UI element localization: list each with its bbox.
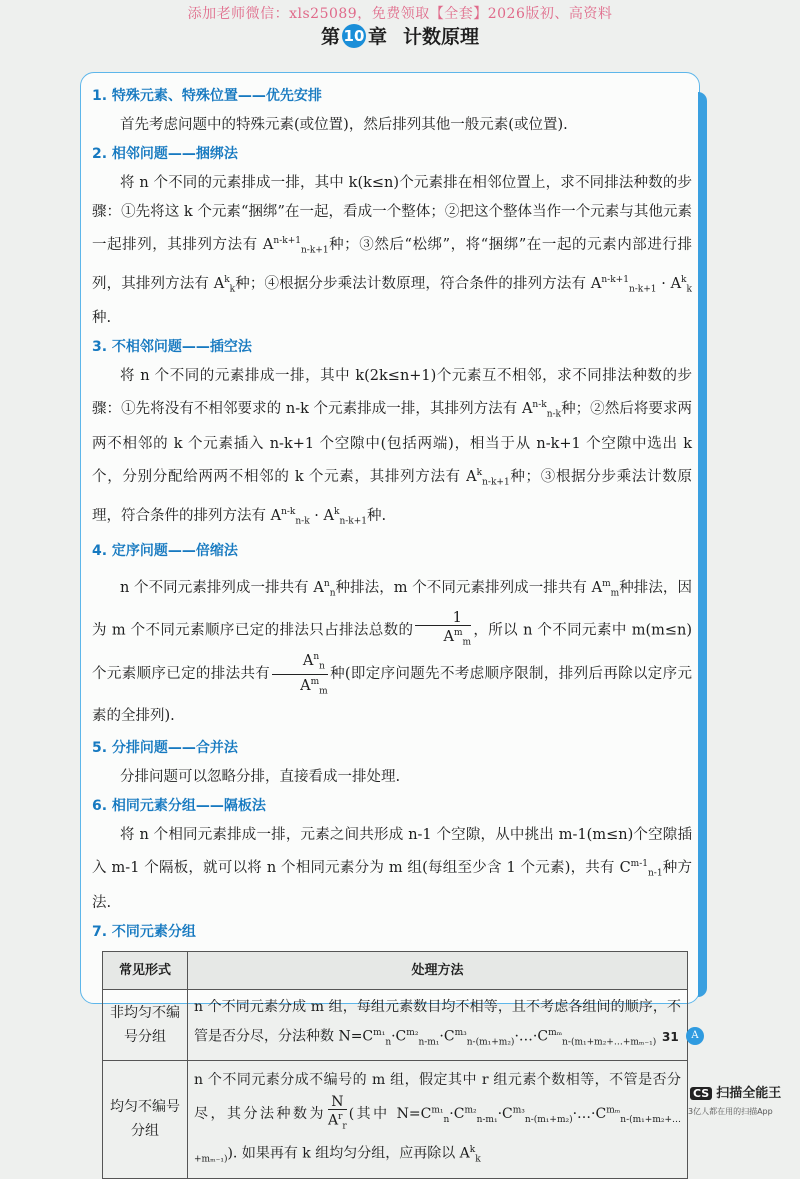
chapter-suffix: 章 [367, 26, 387, 48]
page-number: 31 [662, 1030, 679, 1044]
section-heading-4: 4. 定序问题——倍缩法 [92, 542, 238, 559]
table-row [103, 1060, 688, 1178]
chapter-prefix: 第 [320, 26, 340, 48]
book-icon: A [686, 1027, 704, 1045]
fraction-one-over-a: $\frac{1}{A^m_m}$ [415, 611, 471, 650]
fraction-n-over-a: $\frac{N}{A^r_r}$ [327, 1093, 347, 1132]
table-cell-form: 均匀不编号分组 [103, 1060, 188, 1178]
section-heading-5: 5. 分排问题——合并法 [92, 740, 238, 757]
scanner-tagline: 3亿人都在用的扫描App [688, 1107, 773, 1116]
section-text-5: 分排问题可以忽略分排，直接看成一排处理. [120, 769, 401, 786]
table-row [103, 990, 688, 1060]
watermark: 添加老师微信：xls25089，免费领取【全套】2026版初、高资料 [187, 6, 613, 22]
panel-edge [698, 92, 707, 997]
section-heading-3: 3. 不相邻问题——插空法 [92, 339, 252, 356]
table-cell-form: 非均匀不编号分组 [103, 990, 188, 1060]
section-heading-6: 6. 相同元素分组——隔板法 [92, 798, 266, 815]
section-text-6: 将 n 个相同元素排成一排，元素之间共形成 n-1 个空隙，从中挑出 m-1(m≤n)个空隙插入 m-1 个隔板，就可以将 n 个相同元素分为 m 组(每组至少含 1 个元素)，共有 $C^{m-1}_{n-1}$种方法. [92, 827, 693, 912]
section-text-1: 首先考虑问题中的特殊元素(或位置)，然后排列其他一般元素(或位置). [120, 117, 568, 133]
table-header-row [103, 952, 688, 990]
chapter-number-badge: 10 [342, 24, 366, 48]
table-cell-method: n 个不同元素分成 m 组，每组元素数目均不相等，且不考虑各组间的顺序，不管是否分尽，分法种数 $N=C^{m_1}_n\cdot C^{m_2}_{n-m_1}\cdot C^{m_3}_{n-(m_1+m_2)}\cdot\dots\cdot C^{m_m}_{n-(m_1+m_2+\dots+m_{m-1})}$ [188, 990, 688, 1060]
section-text-3: 将 n 个不同的元素排成一排，其中 k(2k≤n+1)个元素互不相邻，求不同排法种数的步骤：①先将没有不相邻要求的 n-k 个元素排成一排，其排列方法有 $A^{n-k}_{n-k}$种；②然后将要求两两不相邻的 k 个元素插入 n-k+1 个空隙中(包括两端)，相当于从 n-k+1 个空隙中选出 k 个，分别分配给两两不相邻的 k 个元素，其排列方法有 $A^k_{n-k+1}$种；③根据分步乘法计数原理，符合条件的排列方法有 $A^{n-k}_{n-k} \cdot A^k_{n-k+1}$种. [92, 368, 692, 527]
content [92, 82, 692, 1179]
chapter-heading [0, 22, 800, 49]
chapter-title: 计数原理 [403, 26, 480, 48]
scanner-logo [690, 1082, 781, 1101]
section-heading-1: 1. 特殊元素、特殊位置——优先安排 [92, 88, 322, 104]
section-heading-2: 2. 相邻问题——捆绑法 [92, 146, 238, 162]
section-heading-7: 7. 不同元素分组 [92, 924, 196, 941]
scanner-badge: CS [690, 1087, 712, 1100]
table-header-form: 常见形式 [103, 952, 188, 990]
table-header-method: 处理方法 [188, 952, 688, 990]
section-text-2: 将 n 个不同的元素排成一排，其中 k(k≤n)个元素排在相邻位置上，求不同排法种数的步骤：①先将这 k 个元素“捆绑”在一起，看成一个整体；②把这个整体当作一个元素与其他元素一起排列，其排列方法有 $A^{n-k+1}_{n-k+1}$种；③然后“松绑”，将“捆绑”在一起的元素内部进行排列，其排列方法有 $A^k_k$种；④根据分步乘法计数原理，符合条件的排列方法有 $A^{n-k+1}_{n-k+1} \cdot A^k_k$种. [92, 175, 692, 327]
scanner-name: 扫描全能王 [716, 1086, 782, 1101]
section-text-4: n 个不同元素排列成一排共有 $A^n_n$种排法，m 个不同元素排列成一排共有 $A^m_m$种排法，因为 m 个不同元素顺序已定的排法只占排法总数的 $\frac{1}{A^m_m}$ ，所以 n 个不同元素中 m(m≤n)个元素顺序已定的排法共有 $\frac{A^n_n}{A^m_m}$ 种(即定序问题先不考虑顺序限制，排列后再除以定序元素的全排列). [92, 578, 693, 725]
grouping-table [102, 951, 688, 1179]
table-cell-method: n 个不同元素分成不编号的 m 组，假定其中 r 组元素个数相等，不管是否分尽，其分法种数为 $\frac{N}{A^r_r}$ (其中 $N=C^{m_1}_n\cdot C^{m_2}_{n-m_1}\cdot C^{m_3}_{n-(m_1+m_2)}\cdot\dots\cdot C^{m_m}_{n-(m_1+m_2+\dots+m_{m-1})}$). 如果再有 k 组均匀分组，应再除以 $A^k_k$ [188, 1060, 688, 1178]
fraction-a-over-a: $\frac{A^n_n}{A^m_m}$ [272, 650, 328, 698]
